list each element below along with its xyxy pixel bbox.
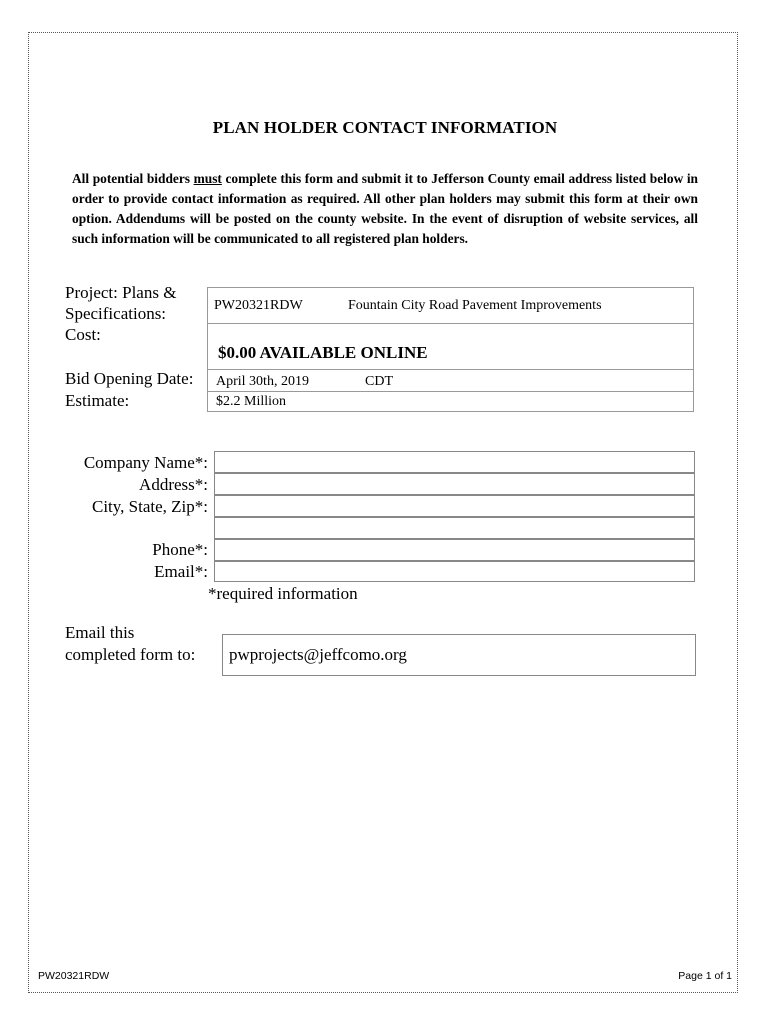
project-label-line1: Project: Plans & — [65, 283, 177, 302]
required-note: *required information — [208, 584, 358, 603]
footer-page-number: Page 1 of 1 — [678, 970, 732, 982]
project-label-line2: Specifications: — [65, 304, 167, 323]
intro-emphasis: must — [193, 171, 222, 186]
intro-paragraph — [72, 169, 698, 249]
page-title: PLAN HOLDER CONTACT INFORMATION — [212, 118, 558, 137]
cost-value: $0.00 AVAILABLE ONLINE — [218, 343, 428, 362]
cost-label: Cost: — [65, 325, 101, 344]
company-name-field[interactable] — [214, 451, 695, 473]
phone-field[interactable] — [214, 539, 695, 561]
intro-text-end: complete this form and submit it to Jefferson County email address listed below in order to provide contact information as required. All other plan holders may submit this form at their own option. Addendums will be posted on the county website. In the event of disruption of website services, all such information will be communicated to all registered plan holders. — [72, 171, 698, 246]
bid-opening-timezone: CDT — [365, 374, 393, 389]
phone-label: Phone*: — [152, 540, 208, 559]
submit-email-address[interactable]: pwprojects@jeffcomo.org — [229, 645, 407, 664]
footer-document-id: PW20321RDW — [38, 970, 110, 982]
email-label: Email*: — [154, 562, 208, 581]
company-name-label: Company Name*: — [83, 453, 208, 472]
bid-opening-date: April 30th, 2019 — [216, 374, 309, 389]
city-state-zip-field[interactable] — [214, 495, 695, 517]
estimate-label: Estimate: — [65, 391, 130, 410]
submit-label-line1: Email this — [65, 623, 135, 642]
address-field[interactable] — [214, 473, 695, 495]
project-number: PW20321RDW — [214, 298, 303, 313]
address-label: Address*: — [139, 475, 208, 494]
city-state-zip-field-2[interactable] — [214, 517, 695, 539]
submit-email-box — [222, 634, 696, 676]
estimate-value: $2.2 Million — [216, 394, 287, 409]
submit-label-line2: completed form to: — [65, 645, 196, 664]
city-state-zip-label: City, State, Zip*: — [91, 497, 208, 516]
email-field[interactable] — [214, 561, 695, 582]
project-info-table — [207, 287, 694, 412]
project-name: Fountain City Road Pavement Improvements — [348, 298, 602, 313]
bid-opening-label: Bid Opening Date: — [65, 369, 194, 388]
intro-text-start: All potential bidders — [72, 171, 194, 186]
